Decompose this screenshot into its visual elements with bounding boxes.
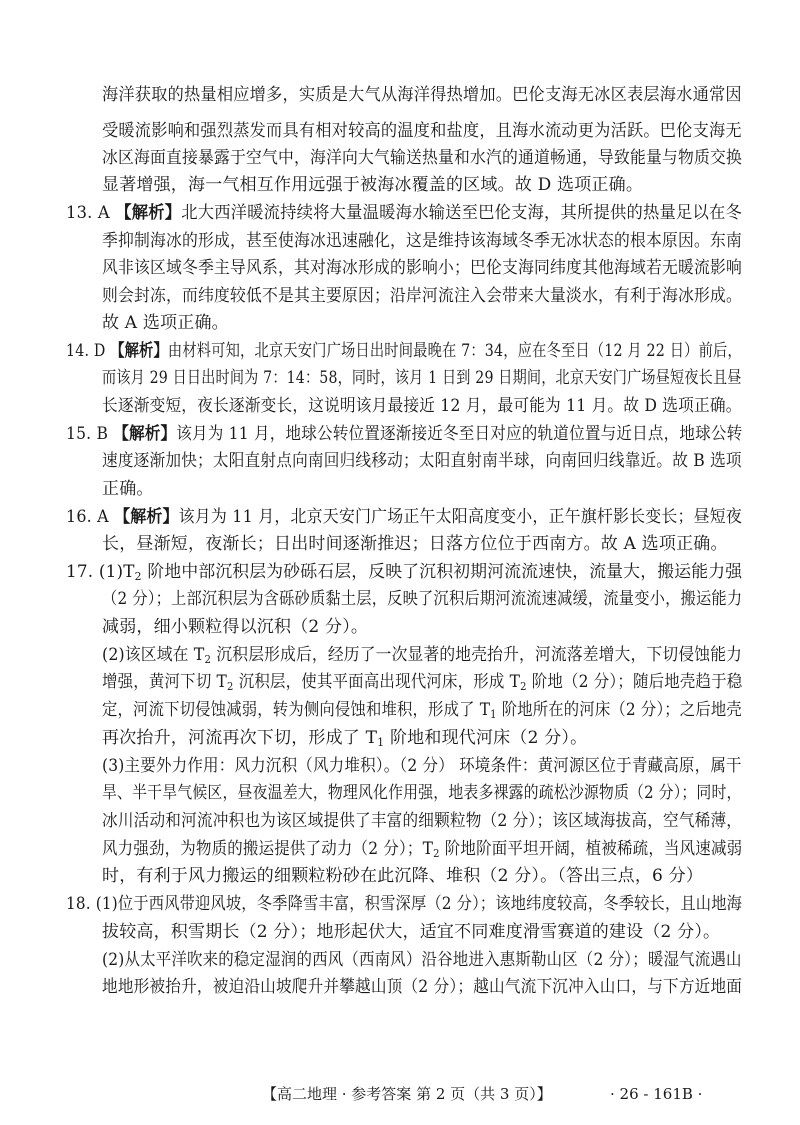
analysis-label: 【解析】 — [110, 341, 168, 361]
terrace-label: $T_2$ — [509, 672, 527, 693]
question-number: 16. A — [66, 507, 109, 527]
text-line: 故 A 选项正确。 — [102, 313, 229, 333]
text-line: 增强，黄河下切 $T_2$ 沉积层，使其平面高出现代河床，形成 $T_2$ 阶地（2 分）；随后地壳趋于稳 — [102, 672, 743, 693]
answer-17-2: (2)该区域在 $T_2$ 沉积层形成后，经历了一次显著的地壳抬升，河流落差增大，下切侵蚀能力 — [102, 645, 743, 666]
terrace-label: $T_1$ — [479, 700, 497, 721]
question-part: (2) — [102, 645, 125, 665]
document-code: · 26 - 161B · — [610, 1085, 703, 1103]
text-line: 显著增强，海一气相互作用远强于被海冰覆盖的区域。故 D 选项正确。 — [102, 175, 644, 195]
page-footer: 【高二地理 · 参考答案 第 2 页（共 3 页）】 — [262, 1085, 552, 1103]
text-line: （2 分）；上部沉积层为含砾砂质黏土层，反映了沉积后期河流流速减缓，流量变小，搬运能力 — [102, 589, 743, 609]
answer-15: 15. B 【解析】该月为 11 月，地球公转位置逐渐接近冬至日对应的轨道位置与近日点，地球公转 — [66, 424, 743, 444]
answer-18-1: 18. (1)位于西风带迎风坡，冬季降雪丰富，积雪深厚（2 分）；该地纬度较高，冬季较长，且山地海 — [66, 894, 743, 914]
question-number: 18. (1) — [66, 894, 118, 914]
answer-18-2: (2)从太平洋吹来的稳定湿润的西风（西南风）沿谷地进入惠斯勒山区（2 分）；暖湿气流遇山 — [102, 950, 742, 970]
question-number: 15. B — [66, 424, 109, 444]
answer-17-3: (3)主要外力作用：风力沉积（风力堆积）。（2 分） 环境条件：黄河源区位于青藏高原，属干 — [102, 756, 742, 776]
text-line: 再次抬升，河流再次下切，形成了 $T_1$ 阶地和现代河床（2 分）。 — [102, 728, 588, 749]
analysis-label: 【解析】 — [113, 424, 177, 444]
text-line: 长，昼渐短，夜渐长；日出时间逐渐推迟；日落方位位于西南方。故 A 选项正确。 — [102, 534, 728, 554]
text-line: 时，有利于风力搬运的细颗粒粉砂在此沉降、堆积（2 分）。（答出三点，6 分） — [102, 866, 704, 886]
terrace-label: $T_2$ — [422, 839, 440, 860]
text-line: 正确。 — [102, 479, 154, 499]
terrace-label: $T_2$ — [193, 645, 212, 666]
question-number: 17. (1) — [66, 562, 124, 582]
question-number: 13. A — [66, 203, 110, 223]
question-number: 14. D — [66, 341, 106, 361]
text-line: 冰区海面直接暴露于空气中，海洋向大气输送热量和水汽的通道畅通，导致能量与物质交换 — [102, 148, 742, 168]
text-line: 季抑制海冰的形成，甚至使海冰迅速融化，这是维持该海域冬季无冰状态的根本原因。东南 — [102, 231, 742, 251]
text-line: 风力强劲，为物质的搬运提供了动力（2 分）；$T_2$ 阶地阶面平坦开阔，植被稀疏，当风速减弱 — [102, 839, 743, 860]
text-line: 长逐渐变短，夜长逐渐变长，这说明该月最接近 12 月，最可能为 11 月。故 D 选项正确。 — [102, 396, 742, 416]
answer-13: 13. A 【解析】北大西洋暖流持续将大量温暖海水输送至巴伦支海，其所提供的热量足以在冬 — [66, 203, 742, 223]
answer-17-1: 17. $(1)T_2$ 阶地中部沉积层为砂砾石层，反映了沉积初期河流流速快，流量大，搬运能力强 — [66, 562, 743, 583]
analysis-label: 【解析】 — [115, 203, 182, 223]
text-line: 受暖流影响和强烈蒸发而具有相对较高的温度和盐度，且海水流动更为活跃。巴伦支海无 — [102, 121, 742, 141]
text-line: 速度逐渐加快；太阳直射点向南回归线移动；太阳直射南半球，向南回归线靠近。故 B 选项 — [102, 451, 742, 471]
text-line: 海洋获取的热量相应增多，实质是大气从海洋得热增加。巴伦支海无冰区表层海水通常因 — [102, 85, 742, 105]
terrace-label: $T_2$ — [123, 562, 142, 583]
question-part: (3) — [102, 756, 125, 776]
analysis-label: 【解析】 — [114, 507, 179, 527]
answer-14: 14. D 【解析】由材料可知，北京天安门广场日出时间最晚在 7：34，应在冬至日（12 月 22 日）前后， — [66, 341, 742, 361]
terrace-label: $T_2$ — [216, 672, 234, 693]
text-line: 风非该区域冬季主导风系，其对海冰形成的影响小；巴伦支海同纬度其他海域若无暖流影响 — [102, 258, 742, 278]
text-line: 而该月 29 日日出时间为 7：14：58，同时，该月 1 日到 29 日期间，北京天安门广场昼短夜长且昼 — [102, 368, 742, 388]
question-part: (2) — [102, 950, 125, 970]
text-line: 则会封冻，而纬度较低不是其主要原因；沿岸河流注入会带来大量淡水，有利于海冰形成。 — [102, 286, 742, 306]
text-line: 地地形被抬升，被迫沿山坡爬升并攀越山顶（2 分）；越山气流下沉冲入山口，与下方近地面 — [102, 977, 743, 997]
text-line: 定，河流下切侵蚀减弱，转为侧向侵蚀和堆积，形成了 $T_1$ 阶地所在的河床（2 分）；之后地壳 — [102, 700, 742, 721]
text-line: 拔较高，积雪期长（2 分）；地形起伏大，适宜不同难度滑雪赛道的建设（2 分）。 — [102, 922, 721, 942]
text-line: 冰川活动和河流冲积也为该区域提供了丰富的细颗粒物（2 分）；该区域海拔高，空气稀薄， — [102, 811, 743, 831]
text-line: 减弱，细小颗粒得以沉积（2 分）。 — [102, 617, 369, 637]
text-line: 旱、半干旱气候区，昼夜温差大，物理风化作用强，地表多裸露的疏松沙源物质（2 分）；同时， — [102, 783, 742, 803]
answer-16: 16. A 【解析】该月为 11 月，北京天安门广场正午太阳高度变小，正午旗杆影长变长；昼短夜 — [66, 507, 742, 527]
terrace-label: $T_1$ — [365, 728, 385, 749]
